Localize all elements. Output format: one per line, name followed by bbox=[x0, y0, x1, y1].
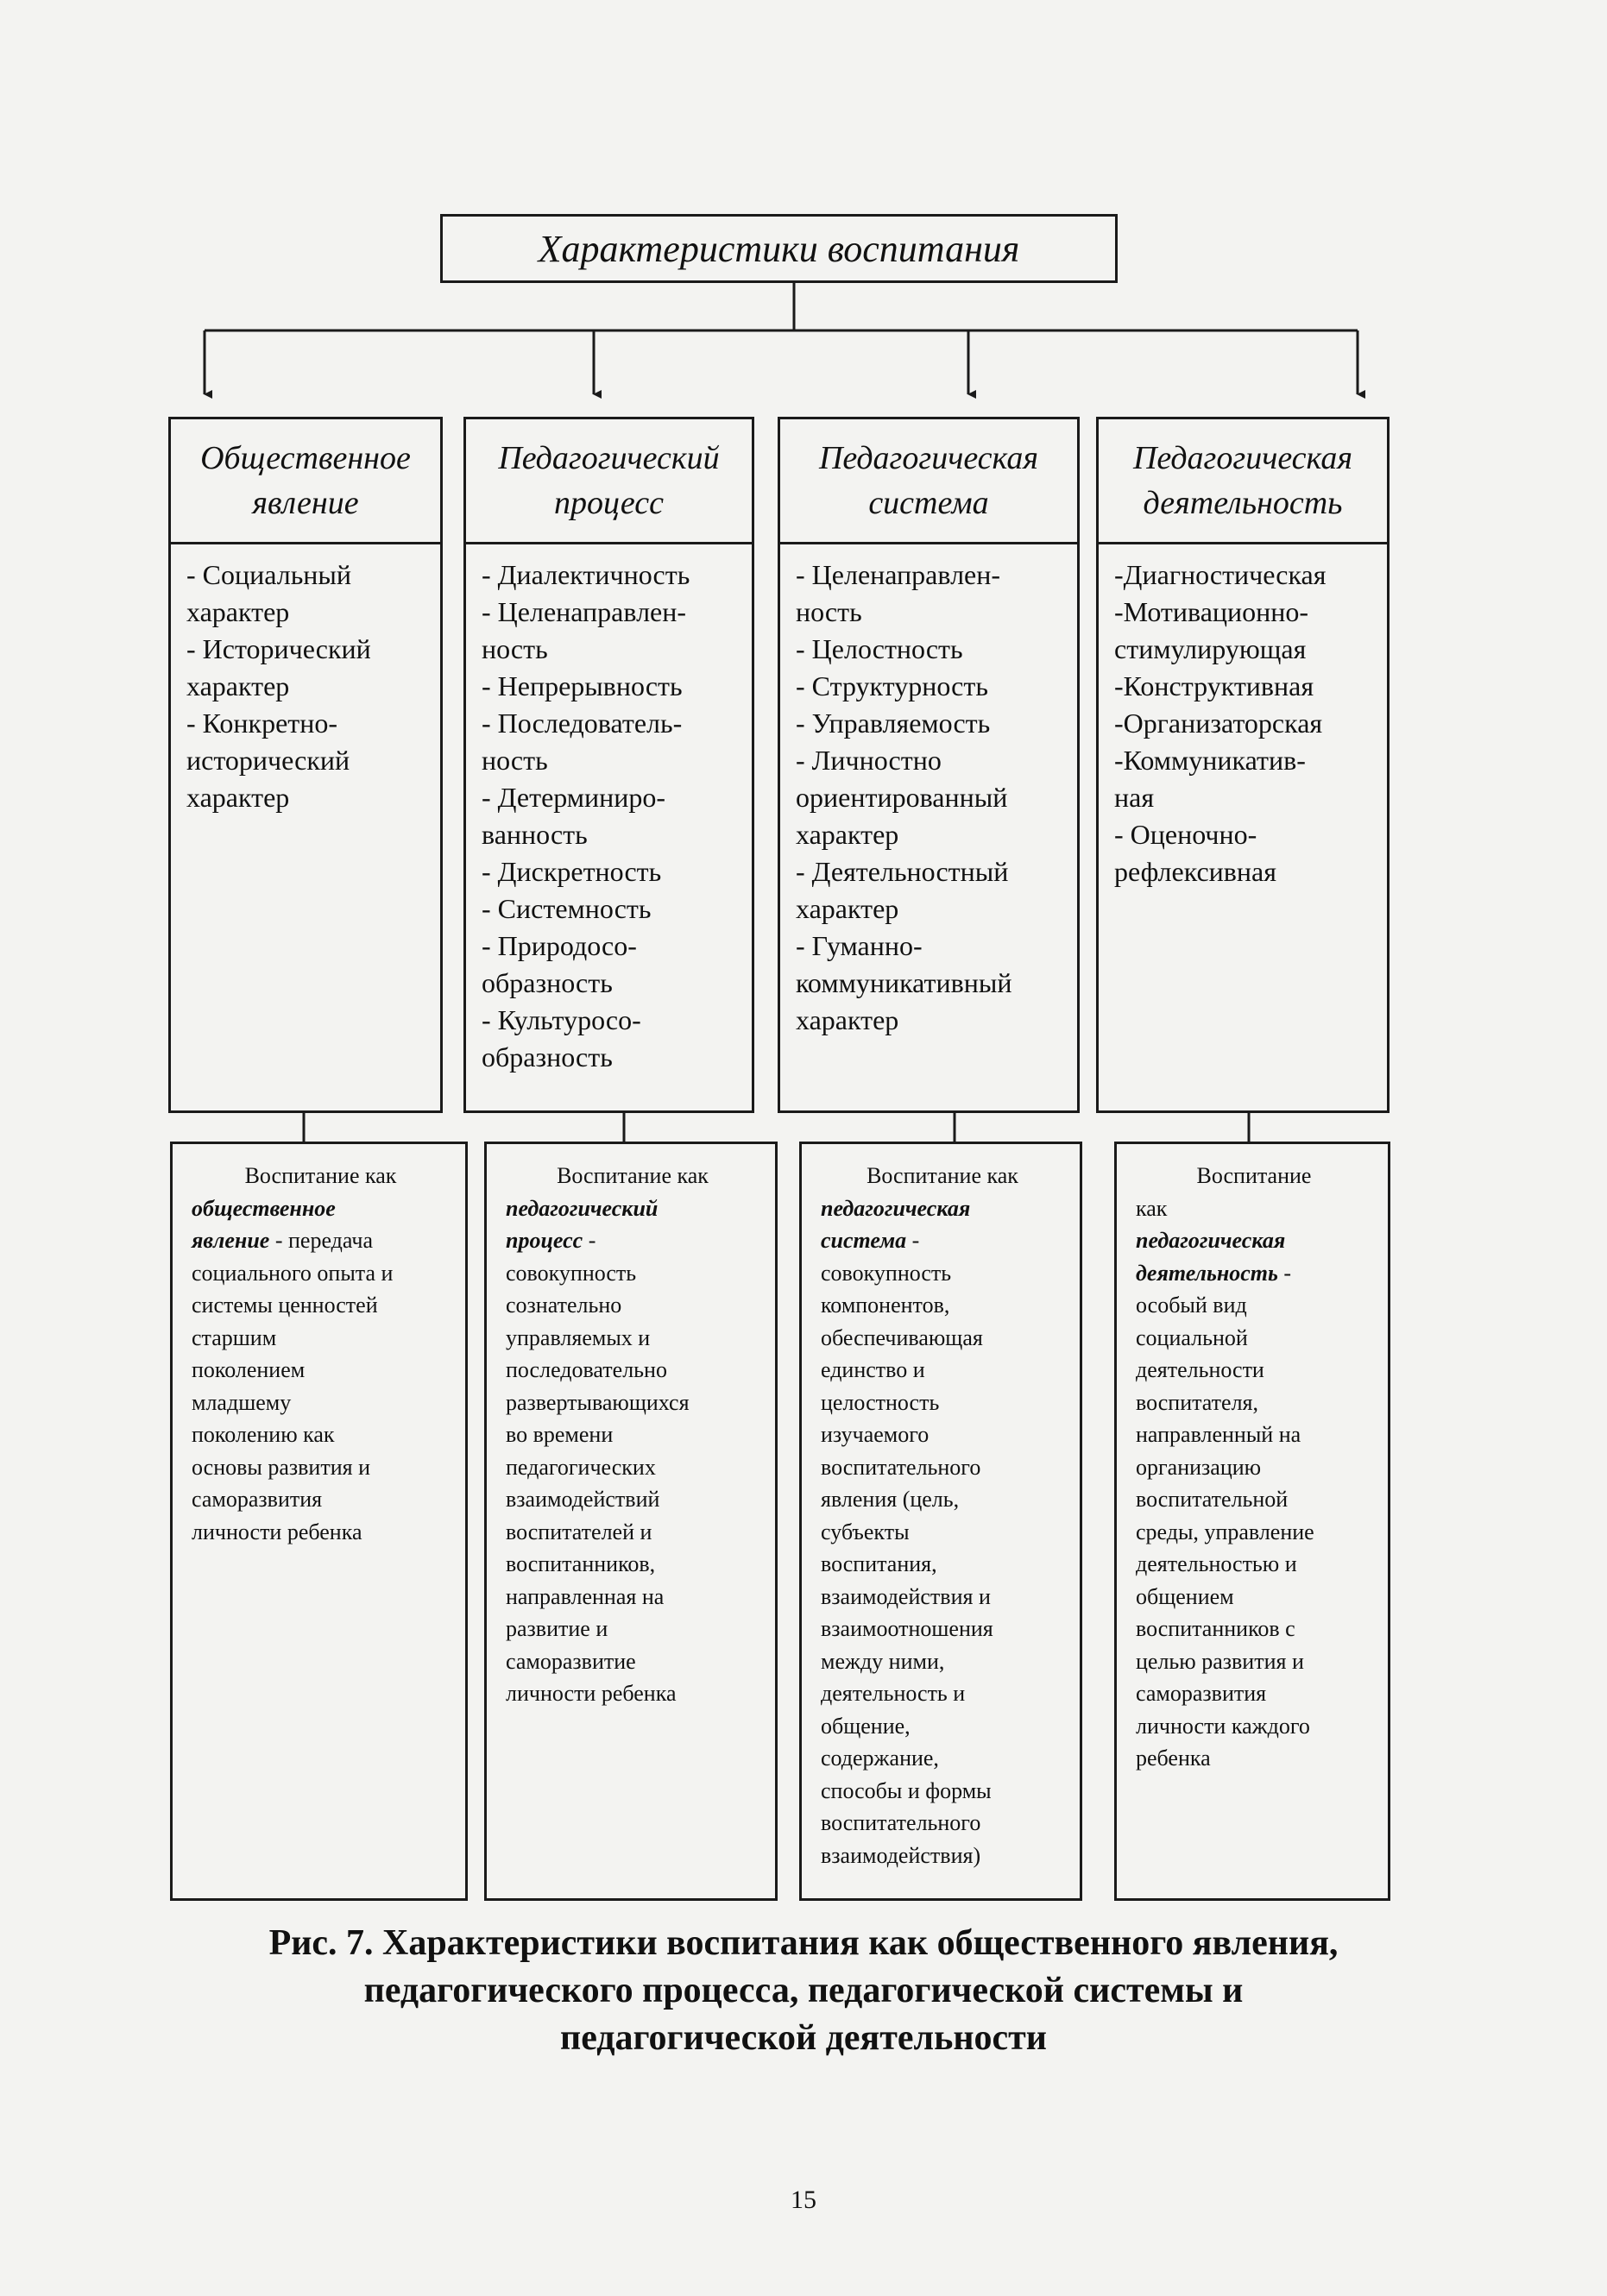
definition-text: единство и bbox=[821, 1357, 925, 1382]
definition-text: взаимоотношения bbox=[821, 1616, 993, 1641]
definition-text: направленная на bbox=[506, 1583, 665, 1609]
definition-line bbox=[506, 1322, 759, 1355]
definition-text: как bbox=[1136, 1195, 1168, 1221]
definition-text: последовательно bbox=[506, 1357, 667, 1382]
definition-text: воспитанников, bbox=[506, 1551, 656, 1576]
definition-text: взаимодействий bbox=[506, 1487, 660, 1512]
characteristic-item: - Диалектичность bbox=[482, 559, 690, 590]
definition-text: личности каждого bbox=[1136, 1713, 1310, 1739]
definition-text: воспитанников с bbox=[1136, 1616, 1295, 1641]
definition-text: направленный на bbox=[1136, 1422, 1301, 1447]
definition-text: взаимодействия и bbox=[821, 1583, 991, 1609]
characteristic-item: -Конструктивная bbox=[1114, 670, 1314, 701]
definition-term: педагогическая bbox=[821, 1195, 971, 1221]
heading-box-3 bbox=[778, 417, 1080, 544]
characteristic-item: ванность bbox=[482, 819, 588, 850]
definition-text: воспитательного bbox=[821, 1810, 981, 1835]
definition-line bbox=[1136, 1224, 1372, 1257]
definition-text: Воспитание как bbox=[244, 1163, 397, 1188]
definition-term: общественное bbox=[192, 1195, 336, 1221]
definition-line bbox=[506, 1483, 759, 1516]
characteristic-item: исторический bbox=[186, 745, 350, 776]
definition-text: саморазвития bbox=[192, 1487, 323, 1512]
definition-line bbox=[1136, 1710, 1372, 1743]
definition-line bbox=[821, 1742, 1064, 1775]
definition-line bbox=[192, 1483, 450, 1516]
definition-text: ребенка bbox=[1136, 1746, 1211, 1771]
definition-line bbox=[1136, 1645, 1372, 1678]
definition-line bbox=[821, 1289, 1064, 1322]
characteristic-item: - Детерминиро- bbox=[482, 782, 666, 813]
definition-text: особый вид bbox=[1136, 1293, 1247, 1318]
definition-line bbox=[821, 1322, 1064, 1355]
definition-line bbox=[192, 1418, 450, 1451]
characteristic-item: - Непрерывность bbox=[482, 670, 683, 701]
characteristic-item: - Деятельностный bbox=[796, 856, 1009, 887]
definition-text: сознательно bbox=[506, 1293, 622, 1318]
definition-text: общением bbox=[1136, 1583, 1234, 1609]
definition-text: взаимодействия) bbox=[821, 1842, 981, 1868]
definition-line bbox=[821, 1710, 1064, 1743]
definition-line bbox=[506, 1581, 759, 1613]
definition-text: - передача bbox=[269, 1228, 373, 1253]
definition-text: личности ребенка bbox=[192, 1519, 362, 1544]
heading-text-2: Педагогический процесс bbox=[498, 440, 720, 521]
definition-text: деятельность и bbox=[821, 1681, 966, 1706]
diagram-title: Характеристики воспитания bbox=[538, 227, 1020, 270]
definition-text: воспитания, bbox=[821, 1551, 937, 1576]
characteristic-item: - Системность bbox=[482, 893, 652, 924]
characteristic-item: - Целенаправлен- bbox=[796, 559, 1001, 590]
characteristic-item: - Оценочно- bbox=[1114, 819, 1257, 850]
characteristic-item: ность bbox=[482, 745, 548, 776]
definition-line bbox=[821, 1451, 1064, 1484]
definition-term: система bbox=[821, 1228, 907, 1253]
characteristic-item: - Конкретно- bbox=[186, 708, 338, 739]
characteristic-item: - Целенаправлен- bbox=[482, 596, 687, 627]
definition-line bbox=[506, 1516, 759, 1549]
characteristic-item: стимулирующая bbox=[1114, 633, 1307, 664]
definition-line bbox=[506, 1451, 759, 1484]
definition-text: системы ценностей bbox=[192, 1293, 378, 1318]
characteristic-item: -Диагностическая bbox=[1114, 559, 1327, 590]
definition-text: воспитателей и bbox=[506, 1519, 652, 1544]
definition-box-3 bbox=[799, 1142, 1082, 1901]
definition-line bbox=[192, 1257, 450, 1290]
characteristic-item: коммуникативный bbox=[796, 967, 1012, 998]
definition-line bbox=[1136, 1581, 1372, 1613]
definition-line bbox=[1136, 1257, 1372, 1290]
definition-text: воспитательной bbox=[1136, 1487, 1289, 1512]
definition-line bbox=[1136, 1354, 1372, 1387]
definition-term: деятельность bbox=[1136, 1260, 1278, 1286]
heading-box-2 bbox=[463, 417, 754, 544]
definition-line bbox=[506, 1645, 759, 1678]
definition-line bbox=[1136, 1387, 1372, 1419]
characteristic-item: - Целостность bbox=[796, 633, 963, 664]
definition-text: - bbox=[906, 1228, 920, 1253]
caption-line-3: педагогической деятельности bbox=[560, 2018, 1047, 2058]
definition-text: во времени bbox=[506, 1422, 614, 1447]
characteristic-item: характер bbox=[796, 893, 899, 924]
definition-text: младшему bbox=[192, 1389, 292, 1415]
definition-text: деятельностью и bbox=[1136, 1551, 1297, 1576]
characteristic-item: образность bbox=[482, 967, 613, 998]
definition-line bbox=[1136, 1451, 1372, 1484]
definition-text: личности ребенка bbox=[506, 1681, 677, 1706]
definition-text: субъекты bbox=[821, 1519, 910, 1544]
definition-line bbox=[821, 1775, 1064, 1808]
characteristic-item: -Организаторская bbox=[1114, 708, 1323, 739]
definition-text: общение, bbox=[821, 1713, 911, 1739]
definition-text: обеспечивающая bbox=[821, 1324, 983, 1350]
definition-text: развертывающихся bbox=[506, 1389, 690, 1415]
definition-text: Воспитание как bbox=[867, 1163, 1018, 1188]
definition-text: деятельности bbox=[1136, 1357, 1264, 1382]
definition-text: целью развития и bbox=[1136, 1648, 1304, 1674]
definition-text: воспитателя, bbox=[1136, 1389, 1258, 1415]
definition-text: воспитательного bbox=[821, 1454, 981, 1480]
definition-line bbox=[192, 1224, 450, 1257]
definition-line bbox=[1136, 1160, 1372, 1192]
definition-term: явление bbox=[192, 1228, 270, 1253]
definition-box-1 bbox=[170, 1142, 468, 1901]
definition-line bbox=[821, 1581, 1064, 1613]
characteristic-item: -Коммуникатив- bbox=[1114, 745, 1306, 776]
definition-text: среды, управление bbox=[1136, 1519, 1314, 1544]
definition-line bbox=[821, 1516, 1064, 1549]
characteristic-item: - Социальный bbox=[186, 559, 352, 590]
definition-text: саморазвития bbox=[1136, 1681, 1267, 1706]
definition-text: социальной bbox=[1136, 1324, 1248, 1350]
definition-line bbox=[821, 1418, 1064, 1451]
definition-line bbox=[1136, 1483, 1372, 1516]
definition-line bbox=[1136, 1548, 1372, 1581]
definition-text: Воспитание bbox=[1196, 1163, 1312, 1188]
characteristic-item: - Управляемость bbox=[796, 708, 991, 739]
definition-line bbox=[192, 1160, 450, 1192]
definition-line bbox=[1136, 1322, 1372, 1355]
characteristic-item: ность bbox=[796, 596, 862, 627]
definition-line bbox=[192, 1354, 450, 1387]
definition-text: - bbox=[583, 1228, 596, 1253]
definition-line bbox=[506, 1257, 759, 1290]
characteristics-box-4 bbox=[1096, 542, 1390, 1113]
definition-text: целостность bbox=[821, 1389, 940, 1415]
definition-text: организацию bbox=[1136, 1454, 1262, 1480]
definition-text: основы развития и bbox=[192, 1454, 370, 1480]
definition-line bbox=[192, 1322, 450, 1355]
definition-text: компонентов, bbox=[821, 1293, 950, 1318]
characteristic-item: - Структурность bbox=[796, 670, 988, 701]
definition-box-4 bbox=[1114, 1142, 1390, 1901]
characteristic-item: - Последователь- bbox=[482, 708, 683, 739]
definition-line bbox=[506, 1192, 759, 1225]
definition-line bbox=[1136, 1192, 1372, 1225]
definition-text: поколением bbox=[192, 1357, 306, 1382]
definition-line bbox=[506, 1160, 759, 1192]
caption-line-1: Рис. 7. Характеристики воспитания как общественного явления, bbox=[268, 1923, 1339, 1963]
caption-line-2: педагогического процесса, педагогической системы и bbox=[363, 1971, 1244, 2010]
definition-line bbox=[192, 1451, 450, 1484]
definition-line bbox=[192, 1387, 450, 1419]
definition-text: развитие и bbox=[506, 1616, 608, 1641]
characteristic-item: - Природосо- bbox=[482, 930, 637, 961]
definition-line bbox=[821, 1354, 1064, 1387]
characteristics-box-3 bbox=[778, 542, 1080, 1113]
definition-line bbox=[821, 1677, 1064, 1710]
definition-term: педагогическая bbox=[1136, 1228, 1286, 1253]
characteristic-item: - Гуманно- bbox=[796, 930, 923, 961]
definition-line bbox=[1136, 1289, 1372, 1322]
definition-line bbox=[1136, 1742, 1372, 1775]
definition-text: совокупность bbox=[821, 1260, 952, 1286]
definition-line bbox=[821, 1645, 1064, 1678]
characteristic-item: образность bbox=[482, 1041, 613, 1073]
definition-text: управляемых и bbox=[506, 1324, 651, 1350]
definition-text: саморазвитие bbox=[506, 1648, 636, 1674]
definition-line bbox=[506, 1418, 759, 1451]
characteristic-item: характер bbox=[186, 782, 290, 813]
definition-line bbox=[1136, 1516, 1372, 1549]
definition-line bbox=[821, 1840, 1064, 1872]
definition-line bbox=[506, 1613, 759, 1645]
characteristics-box-1 bbox=[168, 542, 443, 1113]
heading-text-3: Педагогическая система bbox=[818, 440, 1039, 521]
definition-line bbox=[1136, 1613, 1372, 1645]
definition-line bbox=[506, 1354, 759, 1387]
definition-text: изучаемого bbox=[821, 1422, 930, 1447]
definition-term: педагогический bbox=[506, 1195, 659, 1221]
characteristic-item: - Личностно bbox=[796, 745, 942, 776]
characteristic-item: - Дискретность bbox=[482, 856, 662, 887]
definition-line bbox=[821, 1548, 1064, 1581]
definition-text: между ними, bbox=[821, 1648, 945, 1674]
definition-line bbox=[821, 1613, 1064, 1645]
characteristic-item: рефлексивная bbox=[1114, 856, 1276, 887]
heading-text-4: Педагогическая деятельность bbox=[1132, 440, 1353, 521]
definition-line bbox=[192, 1192, 450, 1225]
definition-line bbox=[506, 1548, 759, 1581]
heading-box-1 bbox=[168, 417, 443, 544]
page-number: 15 bbox=[791, 2186, 816, 2214]
heading-box-4 bbox=[1096, 417, 1390, 544]
definition-line bbox=[821, 1224, 1064, 1257]
characteristics-box-2 bbox=[463, 542, 754, 1113]
definition-text: способы и формы bbox=[821, 1777, 992, 1803]
definition-text: совокупность bbox=[506, 1260, 637, 1286]
characteristic-item: характер bbox=[796, 819, 899, 850]
characteristic-item: характер bbox=[186, 670, 290, 701]
definition-line bbox=[192, 1289, 450, 1322]
characteristic-item: - Исторический bbox=[186, 633, 371, 664]
definition-box-2 bbox=[484, 1142, 778, 1901]
definition-text: - bbox=[1277, 1260, 1292, 1286]
figure-caption bbox=[0, 1920, 1607, 2062]
definition-line bbox=[821, 1483, 1064, 1516]
characteristic-item: ная bbox=[1114, 782, 1155, 813]
definition-line bbox=[821, 1807, 1064, 1840]
definition-line bbox=[192, 1516, 450, 1549]
definition-line bbox=[506, 1387, 759, 1419]
definition-text: социального опыта и bbox=[192, 1260, 394, 1286]
characteristic-item: ность bbox=[482, 633, 548, 664]
definition-line bbox=[1136, 1418, 1372, 1451]
definition-text: Воспитание как bbox=[557, 1163, 709, 1188]
definition-text: поколению как bbox=[192, 1422, 335, 1447]
characteristic-item: характер bbox=[186, 596, 290, 627]
definition-text: старшим bbox=[192, 1324, 277, 1350]
characteristic-item: -Мотивационно- bbox=[1114, 596, 1309, 627]
characteristic-item: ориентированный bbox=[796, 782, 1008, 813]
definition-line bbox=[821, 1257, 1064, 1290]
heading-text-1: Общественное явление bbox=[200, 440, 411, 521]
definition-line bbox=[506, 1677, 759, 1710]
characteristic-item: - Культуросо- bbox=[482, 1004, 641, 1035]
definition-text: содержание, bbox=[821, 1746, 939, 1771]
definition-line bbox=[821, 1160, 1064, 1192]
characteristic-item: характер bbox=[796, 1004, 899, 1035]
definition-line bbox=[1136, 1677, 1372, 1710]
definition-term: процесс bbox=[506, 1228, 583, 1253]
definition-line bbox=[821, 1387, 1064, 1419]
title-box bbox=[440, 214, 1118, 283]
definition-text: явления (цель, bbox=[821, 1487, 960, 1512]
definition-text: педагогических bbox=[506, 1454, 656, 1480]
definition-line bbox=[506, 1224, 759, 1257]
definition-line bbox=[821, 1192, 1064, 1225]
definition-line bbox=[506, 1289, 759, 1322]
